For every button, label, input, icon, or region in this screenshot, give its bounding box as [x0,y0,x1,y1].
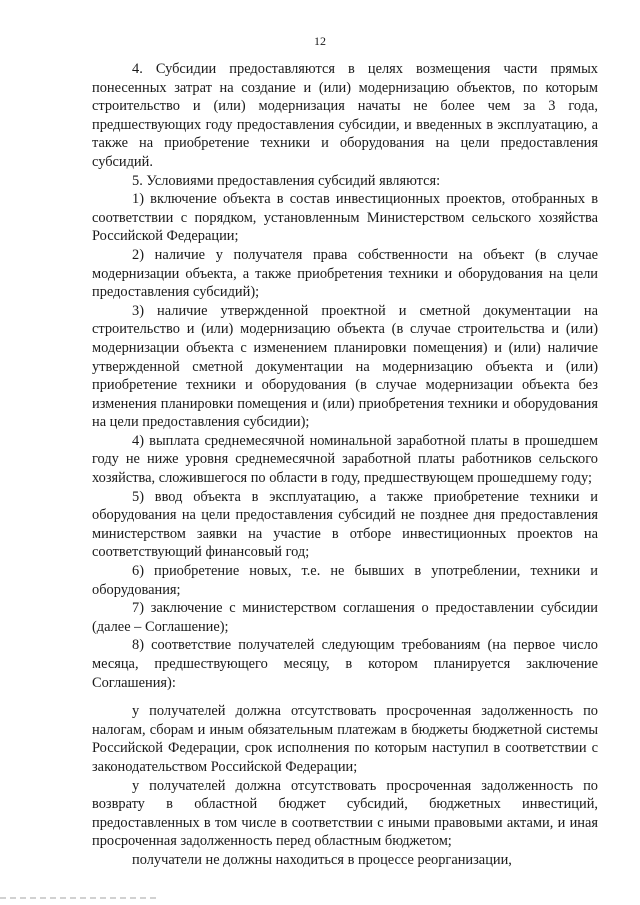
condition-2: 2) наличие у получателя права собственности на объект (в случае модернизации объекта, а также приобретения техники и оборудования на цели предоставления субсидий); [92,246,598,301]
condition-1: 1) включение объекта в состав инвестиционных проектов, отобранных в соответствии с порядком, установленным Министерством сельского хозяйства Российской Федерации; [92,191,598,245]
condition-6: 6) приобретение новых, т.е. не бывших в употреблении, техники и оборудования; [92,563,598,598]
requirement-reorganization: получатели не должны находиться в процессе реорганизации, [132,851,512,868]
condition-8: 8) соответствие получателей следующим требованиям (на первое число месяца, предшествующего месяцу, в котором планируется заключение Соглашения): [92,637,598,691]
condition-7: 7) заключение с министерством соглашения о предоставлении субсидии (далее – Соглашение); [92,600,598,635]
scan-artifact [0,897,160,899]
page-number: 12 [314,34,326,48]
condition-3: 3) наличие утвержденной проектной и сметной документации на строительство и (или) модернизацию объекта (в случае строительства и (или) модернизации объекта с изменением планировки помещения) и (или) наличие утвержденной сметной документации на модернизацию объекта и (или) приобретение техники и оборудования (в случае модернизации объекта без изменения планировки помещения и (или) приобретения техники и оборудования на цели предоставления субсидии); [92,302,598,431]
paragraph-4: 4. Субсидии предоставляются в целях возмещения части прямых понесенных затрат на создание и (или) модернизацию объектов, по которым строительство и (или) модернизация начаты не более чем за 3 года, предшествующих году предоставления субсидии, и введенных в эксплуатацию, а также на приобретение техники и оборудования на цели предоставления субсидий. [92,61,598,170]
condition-5: 5) ввод объекта в эксплуатацию, а также приобретение техники и оборудования на цели предоставления субсидий не позднее дня предоставления министерством заявки на участие в отборе инвестиционных проектов на соответствующий финансовый год; [92,488,598,561]
paragraph-5: 5. Условиями предоставления субсидий являются: [132,172,441,189]
requirement-budget-debt: у получателей должна отсутствовать просроченная задолженность по возврату в областной бюджет субсидий, бюджетных инвестиций, предоставленных в том числе в соответствии с иными правовыми актами, и иная просроченная задолженность перед областным бюджетом; [92,777,598,850]
condition-4: 4) выплата среднемесячной номинальной заработной платы в прошедшем году не ниже уровня среднемесячной заработной платы работников сельского хозяйства, сложившегося по области в году, предшествующем прошедшему году; [92,432,598,487]
requirement-tax-debt: у получателей должна отсутствовать просроченная задолженность по налогам, сборам и иным обязательным платежам в бюджеты бюджетной системы Российской Федерации, срок исполнения по которым наступил в соответствии с законодательством Российской Федерации; [92,703,598,775]
document-body [92,60,598,870]
